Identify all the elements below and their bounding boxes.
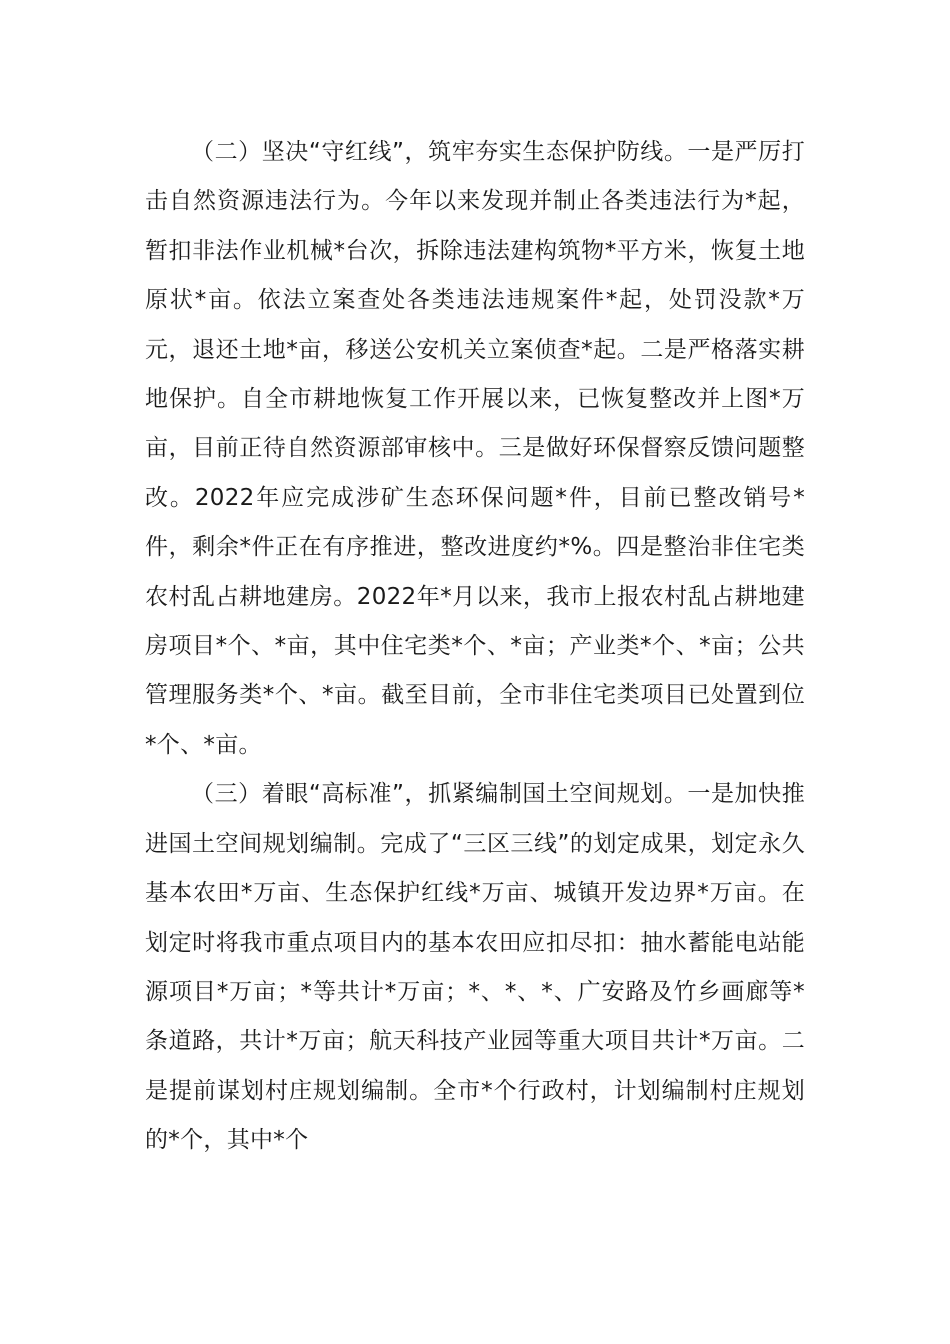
paragraph-section-two: （二）坚决“守红线”，筑牢夯实生态保护防线。一是严厉打击自然资源违法行为。今年以来发现并制止各类违法行为*起，暂扣非法作业机械*台次，拆除违法建构筑物*平方米，恢复土地原状*亩。依法立案查处各类违法违规案件*起，处罚没款*万元，退还土地*亩，移送公安机关立案侦查*起。二是严格落实耕地保护。自全市耕地恢复工作开展以来，已恢复整改并上图*万亩，目前正待自然资源部审核中。三是做好环保督察反馈问题整改。2022年应完成涉矿生态环保问题*件，目前已整改销号*件，剩余*件正在有序推进，整改进度约*%。四是整治非住宅类农村乱占耕地建房。2022年*月以来，我市上报农村乱占耕地建房项目*个、*亩，其中住宅类*个、*亩；产业类*个、*亩；公共管理服务类*个、*亩。截至目前，全市非住宅类项目已处置到位*个、*亩。 xyxy=(145,139,805,758)
paragraph-section-three: （三）着眼“高标准”，抓紧编制国土空间规划。一是加快推进国土空间规划编制。完成了“三区三线”的划定成果，划定永久基本农田*万亩、生态保护红线*万亩、城镇开发边界*万亩。在划定时将我市重点项目内的基本农田应扣尽扣：抽水蓄能电站能源项目*万亩；*等共计*万亩；*、*、*、广安路及竹乡画廊等*条道路，共计*万亩；航天科技产业园等重大项目共计*万亩。二是提前谋划村庄规划编制。全市*个行政村，计划编制村庄规划的*个，其中*个 xyxy=(145,781,805,1154)
document-body xyxy=(145,128,805,1166)
